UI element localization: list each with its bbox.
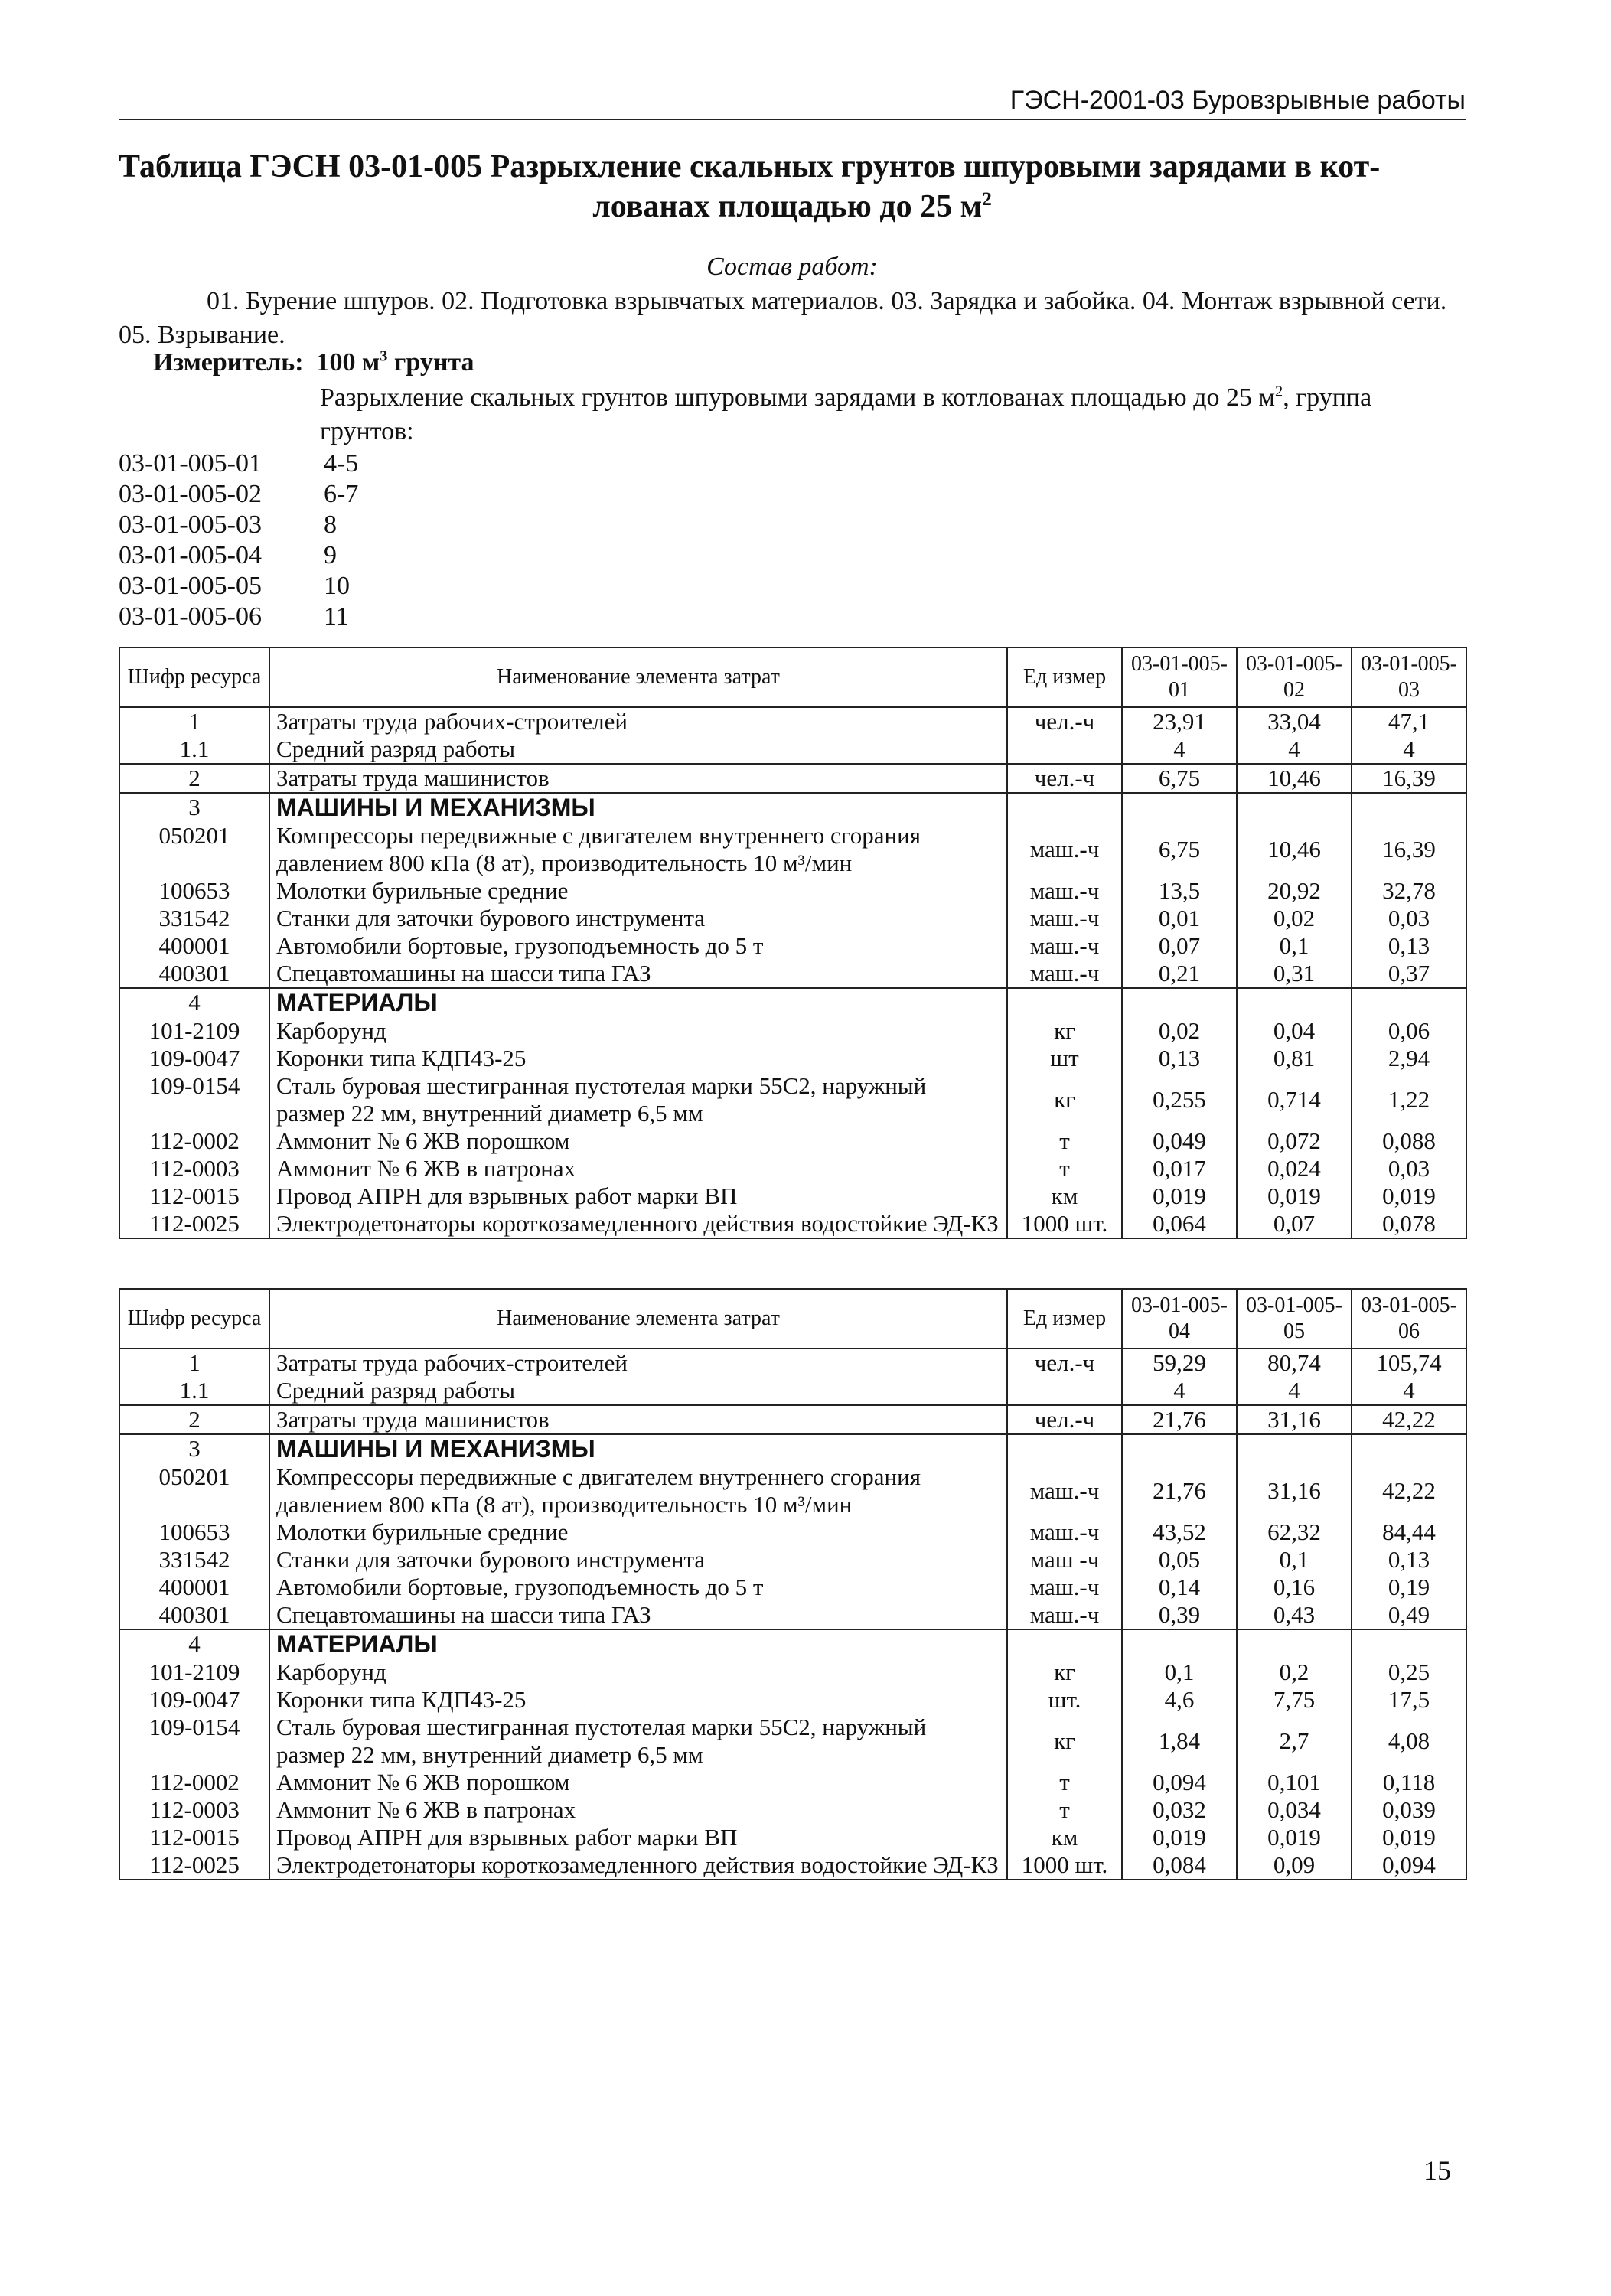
resource-unit: чел.-ч [1007, 1349, 1122, 1377]
table-row [119, 1182, 1466, 1210]
resource-code: 400301 [119, 960, 269, 988]
value-col-3: 42,22 [1352, 1463, 1466, 1518]
resource-code: 112-0003 [119, 1796, 269, 1824]
table-row [119, 822, 1466, 877]
value-col-2: 0,31 [1237, 960, 1352, 988]
section-title: МАШИНЫ И МЕХАНИЗМЫ [276, 794, 595, 821]
table-row [119, 1629, 1466, 1658]
header-name: Наименование элемента затрат [269, 647, 1007, 707]
resource-unit: маш.-ч [1007, 1574, 1122, 1601]
value-col-3: 0,03 [1352, 1155, 1466, 1182]
resource-name: Аммонит № 6 ЖВ порошком [269, 1769, 1007, 1796]
header-code: Шифр ресурса [119, 1289, 269, 1349]
value-col-2: 4 [1237, 735, 1352, 764]
value-col-2: 31,16 [1237, 1463, 1352, 1518]
soil-group: 8 [324, 510, 337, 539]
norm-code-row [119, 602, 358, 632]
resource-code: 109-0154 [119, 1714, 269, 1769]
value-col-3: 0,019 [1352, 1182, 1466, 1210]
resource-name [269, 988, 1007, 1017]
value-col-2: 0,034 [1237, 1796, 1352, 1824]
value-col-3: 4 [1352, 1377, 1466, 1405]
resource-code: 3 [119, 793, 269, 822]
work-composition-title: Состав работ: [706, 253, 878, 281]
resource-unit [1007, 1377, 1122, 1405]
table-row [119, 1574, 1466, 1601]
value-col-1: 0,064 [1122, 1210, 1237, 1238]
value-col-1: 0,017 [1122, 1155, 1237, 1182]
value-col-2: 0,714 [1237, 1072, 1352, 1127]
value-col-2: 0,04 [1237, 1017, 1352, 1045]
value-col-1: 0,02 [1122, 1017, 1237, 1045]
resource-code: 112-0003 [119, 1155, 269, 1182]
resource-code: 112-0015 [119, 1824, 269, 1851]
resource-code: 400001 [119, 932, 269, 960]
resource-name: Спецавтомашины на шасси типа ГАЗ [269, 1601, 1007, 1629]
resource-name: Коронки типа КДП43-25 [269, 1686, 1007, 1714]
table-row [119, 1546, 1466, 1574]
value-col-3: 0,118 [1352, 1769, 1466, 1796]
resource-unit: кг [1007, 1658, 1122, 1686]
table-row [119, 1045, 1466, 1072]
value-col-2: 0,43 [1237, 1601, 1352, 1629]
resource-name: Автомобили бортовые, грузоподъемность до 5 т [269, 932, 1007, 960]
value-col-2: 0,02 [1237, 905, 1352, 932]
value-col-1: 0,019 [1122, 1182, 1237, 1210]
resource-unit: маш.-ч [1007, 1463, 1122, 1518]
value-col-2: 0,019 [1237, 1182, 1352, 1210]
resource-unit: маш.-ч [1007, 960, 1122, 988]
resource-unit: чел.-ч [1007, 764, 1122, 793]
resource-name: Молотки бурильные средние [269, 877, 1007, 905]
norm-code-row [119, 448, 358, 479]
resource-code: 101-2109 [119, 1017, 269, 1045]
resource-name: Средний разряд работы [269, 1377, 1007, 1405]
resource-table-2 [119, 1288, 1467, 1880]
value-col-2: 0,101 [1237, 1769, 1352, 1796]
value-col-3: 4 [1352, 735, 1466, 764]
value-col-1: 21,76 [1122, 1405, 1237, 1434]
value-col-1: 0,049 [1122, 1127, 1237, 1155]
value-col-3: 84,44 [1352, 1518, 1466, 1546]
resource-code: 109-0154 [119, 1072, 269, 1127]
header-unit: Ед измер [1007, 1289, 1122, 1349]
value-col-3: 105,74 [1352, 1349, 1466, 1377]
value-col-2: 10,46 [1237, 764, 1352, 793]
resource-unit: т [1007, 1127, 1122, 1155]
value-col-1: 1,84 [1122, 1714, 1237, 1769]
value-col-3 [1352, 793, 1466, 822]
resource-name [269, 793, 1007, 822]
resource-unit: 1000 шт. [1007, 1851, 1122, 1880]
resource-name: Молотки бурильные средние [269, 1518, 1007, 1546]
resource-code: 1.1 [119, 735, 269, 764]
resource-code: 1 [119, 707, 269, 735]
resource-code: 050201 [119, 822, 269, 877]
resource-code: 109-0047 [119, 1045, 269, 1072]
resource-name: Автомобили бортовые, грузоподъемность до 5 т [269, 1574, 1007, 1601]
resource-unit: чел.-ч [1007, 1405, 1122, 1434]
meter-label: Измеритель: [153, 348, 304, 377]
header-code: Шифр ресурса [119, 647, 269, 707]
norm-code: 03-01-005-05 [119, 572, 262, 600]
page-number: 15 [1423, 2155, 1451, 2186]
value-col-1: 0,05 [1122, 1546, 1237, 1574]
value-col-1: 23,91 [1122, 707, 1237, 735]
resource-unit: маш.-ч [1007, 877, 1122, 905]
value-col-2: 0,1 [1237, 932, 1352, 960]
resource-name [269, 1629, 1007, 1658]
value-col-2: 0,1 [1237, 1546, 1352, 1574]
resource-name: Затраты труда рабочих-строителей [269, 707, 1007, 735]
value-col-3: 16,39 [1352, 822, 1466, 877]
value-col-3: 0,088 [1352, 1127, 1466, 1155]
value-col-1: 0,21 [1122, 960, 1237, 988]
norm-code: 03-01-005-02 [119, 480, 262, 508]
resource-unit: т [1007, 1796, 1122, 1824]
value-col-2: 20,92 [1237, 877, 1352, 905]
resource-code: 331542 [119, 1546, 269, 1574]
work-composition-list: 01. Бурение шпуров. 02. Подготовка взрывчатых материалов. 03. Зарядка и забойка. 04. Монтаж взрывной сети. 05. Взрывание. [119, 287, 1447, 349]
resource-unit: шт [1007, 1045, 1122, 1072]
soil-group: 11 [324, 602, 349, 631]
table-row [119, 735, 1466, 764]
value-col-1: 0,032 [1122, 1796, 1237, 1824]
norm-code: 03-01-005-06 [119, 602, 262, 631]
header-col-1: 03-01-005-04 [1122, 1289, 1237, 1349]
value-col-3: 0,13 [1352, 1546, 1466, 1574]
table-row [119, 1434, 1466, 1463]
value-col-3: 0,019 [1352, 1824, 1466, 1851]
norm-code-list [119, 448, 358, 632]
value-col-3 [1352, 1629, 1466, 1658]
header-col-2: 03-01-005-05 [1237, 1289, 1352, 1349]
table-row [119, 1377, 1466, 1405]
resource-unit: кг [1007, 1714, 1122, 1769]
soil-group: 4-5 [324, 449, 359, 478]
value-col-2: 0,81 [1237, 1045, 1352, 1072]
value-col-3: 47,1 [1352, 707, 1466, 735]
resource-name: Провод АПРН для взрывных работ марки ВП [269, 1824, 1007, 1851]
measurement-unit: Измеритель: 100 $м^3$ грунта [153, 347, 474, 377]
value-col-1: 0,01 [1122, 905, 1237, 932]
soil-group: 10 [324, 572, 350, 600]
resource-unit: 1000 шт. [1007, 1210, 1122, 1238]
resource-code: 1 [119, 1349, 269, 1377]
value-col-1: 43,52 [1122, 1518, 1237, 1546]
norm-code-row [119, 510, 358, 540]
resource-table-1 [119, 647, 1467, 1239]
resource-name: Компрессоры передвижные с двигателем внутреннего сгорания давлением 800 кПа (8 ат), производительность 10 м³/мин [269, 1463, 1007, 1518]
value-col-2: 31,16 [1237, 1405, 1352, 1434]
resource-name: Аммонит № 6 ЖВ в патронах [269, 1796, 1007, 1824]
value-col-3: 17,5 [1352, 1686, 1466, 1714]
resource-name: Карборунд [269, 1017, 1007, 1045]
value-col-2: 4 [1237, 1377, 1352, 1405]
table-row [119, 932, 1466, 960]
resource-code: 112-0015 [119, 1182, 269, 1210]
resource-name: Станки для заточки бурового инструмента [269, 1546, 1007, 1574]
resource-code: 400001 [119, 1574, 269, 1601]
table-row [119, 1210, 1466, 1238]
value-col-3 [1352, 988, 1466, 1017]
value-col-3: 0,49 [1352, 1601, 1466, 1629]
table-row [119, 1405, 1466, 1434]
table-row [119, 960, 1466, 988]
value-col-3: 0,25 [1352, 1658, 1466, 1686]
table-row [119, 1824, 1466, 1851]
value-col-3: 0,37 [1352, 960, 1466, 988]
resource-unit: маш.-ч [1007, 1601, 1122, 1629]
value-col-1: 4,6 [1122, 1686, 1237, 1714]
resource-name: Средний разряд работы [269, 735, 1007, 764]
value-col-2: 0,072 [1237, 1127, 1352, 1155]
table-row [119, 1463, 1466, 1518]
value-col-2 [1237, 988, 1352, 1017]
value-col-2: 62,32 [1237, 1518, 1352, 1546]
table-row [119, 764, 1466, 793]
norm-code: 03-01-005-03 [119, 510, 262, 539]
value-col-1: 0,39 [1122, 1601, 1237, 1629]
table-row [119, 1601, 1466, 1629]
resource-code: 4 [119, 1629, 269, 1658]
resource-unit [1007, 988, 1122, 1017]
resource-unit: кг [1007, 1017, 1122, 1045]
table-row [119, 1017, 1466, 1045]
table-row [119, 1072, 1466, 1127]
value-col-2: 0,09 [1237, 1851, 1352, 1880]
resource-code: 4 [119, 988, 269, 1017]
resource-unit: чел.-ч [1007, 707, 1122, 735]
resource-unit [1007, 735, 1122, 764]
resource-code: 101-2109 [119, 1658, 269, 1686]
value-col-3: 42,22 [1352, 1405, 1466, 1434]
group-description: Разрыхление скальных грунтов шпуровыми зарядами в котлованах площадью до 25 $м^2$, группа грунтов: [320, 383, 1372, 445]
resource-unit: маш.-ч [1007, 905, 1122, 932]
resource-code: 112-0025 [119, 1851, 269, 1880]
resource-code: 2 [119, 764, 269, 793]
resource-code: 100653 [119, 1518, 269, 1546]
value-col-1: 0,1 [1122, 1658, 1237, 1686]
resource-unit: км [1007, 1182, 1122, 1210]
header-col-2: 03-01-005-02 [1237, 647, 1352, 707]
value-col-1 [1122, 793, 1237, 822]
value-col-1: 13,5 [1122, 877, 1237, 905]
resource-code: 109-0047 [119, 1686, 269, 1714]
resource-unit: т [1007, 1769, 1122, 1796]
resource-name: Сталь буровая шестигранная пустотелая марки 55С2, наружный размер 22 мм, внутренний диаметр 6,5 мм [269, 1072, 1007, 1127]
norm-code-row [119, 540, 358, 571]
value-col-2: 0,019 [1237, 1824, 1352, 1851]
resource-name: Затраты труда машинистов [269, 1405, 1007, 1434]
value-col-1: 0,13 [1122, 1045, 1237, 1072]
resource-name: Сталь буровая шестигранная пустотелая марки 55С2, наружный размер 22 мм, внутренний диаметр 6,5 мм [269, 1714, 1007, 1769]
resource-unit: маш.-ч [1007, 822, 1122, 877]
table-row [119, 1851, 1466, 1880]
value-col-2: 80,74 [1237, 1349, 1352, 1377]
resource-unit: маш -ч [1007, 1546, 1122, 1574]
value-col-2: 0,024 [1237, 1155, 1352, 1182]
resource-code: 331542 [119, 905, 269, 932]
resource-unit: маш.-ч [1007, 1518, 1122, 1546]
value-col-3: 16,39 [1352, 764, 1466, 793]
value-col-1: 21,76 [1122, 1463, 1237, 1518]
value-col-3: 0,19 [1352, 1574, 1466, 1601]
value-col-3: 0,078 [1352, 1210, 1466, 1238]
value-col-2 [1237, 793, 1352, 822]
value-col-3: 0,039 [1352, 1796, 1466, 1824]
value-col-2: 7,75 [1237, 1686, 1352, 1714]
table-row [119, 988, 1466, 1017]
value-col-3: 0,094 [1352, 1851, 1466, 1880]
value-col-1: 0,07 [1122, 932, 1237, 960]
resource-name: Станки для заточки бурового инструмента [269, 905, 1007, 932]
value-col-1: 0,255 [1122, 1072, 1237, 1127]
value-col-3 [1352, 1434, 1466, 1463]
value-col-1: 0,094 [1122, 1769, 1237, 1796]
resource-name: Аммонит № 6 ЖВ в патронах [269, 1155, 1007, 1182]
value-col-3: 0,06 [1352, 1017, 1466, 1045]
value-col-2: 2,7 [1237, 1714, 1352, 1769]
resource-code: 1.1 [119, 1377, 269, 1405]
value-col-2: 10,46 [1237, 822, 1352, 877]
value-col-1 [1122, 1629, 1237, 1658]
resource-unit: км [1007, 1824, 1122, 1851]
resource-code: 112-0002 [119, 1769, 269, 1796]
header-unit: Ед измер [1007, 647, 1122, 707]
table-title [119, 147, 1466, 227]
table-row [119, 1658, 1466, 1686]
value-col-1: 0,084 [1122, 1851, 1237, 1880]
header-name: Наименование элемента затрат [269, 1289, 1007, 1349]
table-row [119, 1155, 1466, 1182]
value-col-3: 1,22 [1352, 1072, 1466, 1127]
resource-unit: маш.-ч [1007, 932, 1122, 960]
value-col-1: 6,75 [1122, 764, 1237, 793]
table-row [119, 1518, 1466, 1546]
table-row [119, 1127, 1466, 1155]
value-col-3: 4,08 [1352, 1714, 1466, 1769]
title-line-1: Таблица ГЭСН 03-01-005 Разрыхление скальных грунтов шпуровыми зарядами в кот- [119, 149, 1381, 184]
header-col-3: 03-01-005-06 [1352, 1289, 1466, 1349]
table-row [119, 1686, 1466, 1714]
resource-code: 2 [119, 1405, 269, 1434]
resource-code: 112-0002 [119, 1127, 269, 1155]
table-row [119, 1769, 1466, 1796]
resource-name: Затраты труда машинистов [269, 764, 1007, 793]
resource-code: 3 [119, 1434, 269, 1463]
resource-name: Коронки типа КДП43-25 [269, 1045, 1007, 1072]
value-col-2: 0,2 [1237, 1658, 1352, 1686]
resource-name: Карборунд [269, 1658, 1007, 1686]
value-col-3: 2,94 [1352, 1045, 1466, 1072]
table-row [119, 1796, 1466, 1824]
value-col-2: 0,16 [1237, 1574, 1352, 1601]
running-header: ГЭСН-2001-03 Буровзрывные работы [119, 86, 1466, 120]
value-col-3: 0,03 [1352, 905, 1466, 932]
value-col-1: 59,29 [1122, 1349, 1237, 1377]
resource-name: Компрессоры передвижные с двигателем внутреннего сгорания давлением 800 кПа (8 ат), производительность 10 м³/мин [269, 822, 1007, 877]
norm-code: 03-01-005-01 [119, 449, 262, 478]
resource-code: 050201 [119, 1463, 269, 1518]
resource-unit [1007, 793, 1122, 822]
resource-unit: т [1007, 1155, 1122, 1182]
resource-name: Провод АПРН для взрывных работ марки ВП [269, 1182, 1007, 1210]
section-title: МАШИНЫ И МЕХАНИЗМЫ [276, 1435, 595, 1463]
value-col-1 [1122, 1434, 1237, 1463]
value-col-1: 6,75 [1122, 822, 1237, 877]
value-col-3: 0,13 [1352, 932, 1466, 960]
resource-unit [1007, 1434, 1122, 1463]
value-col-2: 0,07 [1237, 1210, 1352, 1238]
table-row [119, 905, 1466, 932]
table-row [119, 707, 1466, 735]
resource-name: Электродетонаторы короткозамедленного действия водостойкие ЭД-КЗ [269, 1210, 1007, 1238]
resource-unit: кг [1007, 1072, 1122, 1127]
value-col-1: 4 [1122, 735, 1237, 764]
section-title: МАТЕРИАЛЫ [276, 989, 438, 1016]
resource-code: 112-0025 [119, 1210, 269, 1238]
value-col-2 [1237, 1434, 1352, 1463]
table-row [119, 1349, 1466, 1377]
resource-unit: шт. [1007, 1686, 1122, 1714]
value-col-1: 4 [1122, 1377, 1237, 1405]
resource-name: Аммонит № 6 ЖВ порошком [269, 1127, 1007, 1155]
resource-unit [1007, 1629, 1122, 1658]
resource-name: Затраты труда рабочих-строителей [269, 1349, 1007, 1377]
value-col-2: 33,04 [1237, 707, 1352, 735]
table-row [119, 877, 1466, 905]
resource-name [269, 1434, 1007, 1463]
header-col-3: 03-01-005-03 [1352, 647, 1466, 707]
norm-code: 03-01-005-04 [119, 541, 262, 569]
value-col-1: 0,019 [1122, 1824, 1237, 1851]
section-title: МАТЕРИАЛЫ [276, 1630, 438, 1658]
soil-group: 6-7 [324, 480, 359, 508]
value-col-3: 32,78 [1352, 877, 1466, 905]
value-col-1 [1122, 988, 1237, 1017]
value-col-1: 0,14 [1122, 1574, 1237, 1601]
value-col-2 [1237, 1629, 1352, 1658]
title-line-2: лованах площадью до 25 $м^2$ [592, 189, 992, 224]
header-col-1: 03-01-005-01 [1122, 647, 1237, 707]
norm-code-row [119, 571, 358, 602]
resource-code: 100653 [119, 877, 269, 905]
norm-code-row [119, 479, 358, 510]
soil-group: 9 [324, 541, 337, 569]
table-row [119, 1714, 1466, 1769]
resource-name: Электродетонаторы короткозамедленного действия водостойкие ЭД-КЗ [269, 1851, 1007, 1880]
table-row [119, 793, 1466, 822]
resource-code: 400301 [119, 1601, 269, 1629]
resource-name: Спецавтомашины на шасси типа ГАЗ [269, 960, 1007, 988]
